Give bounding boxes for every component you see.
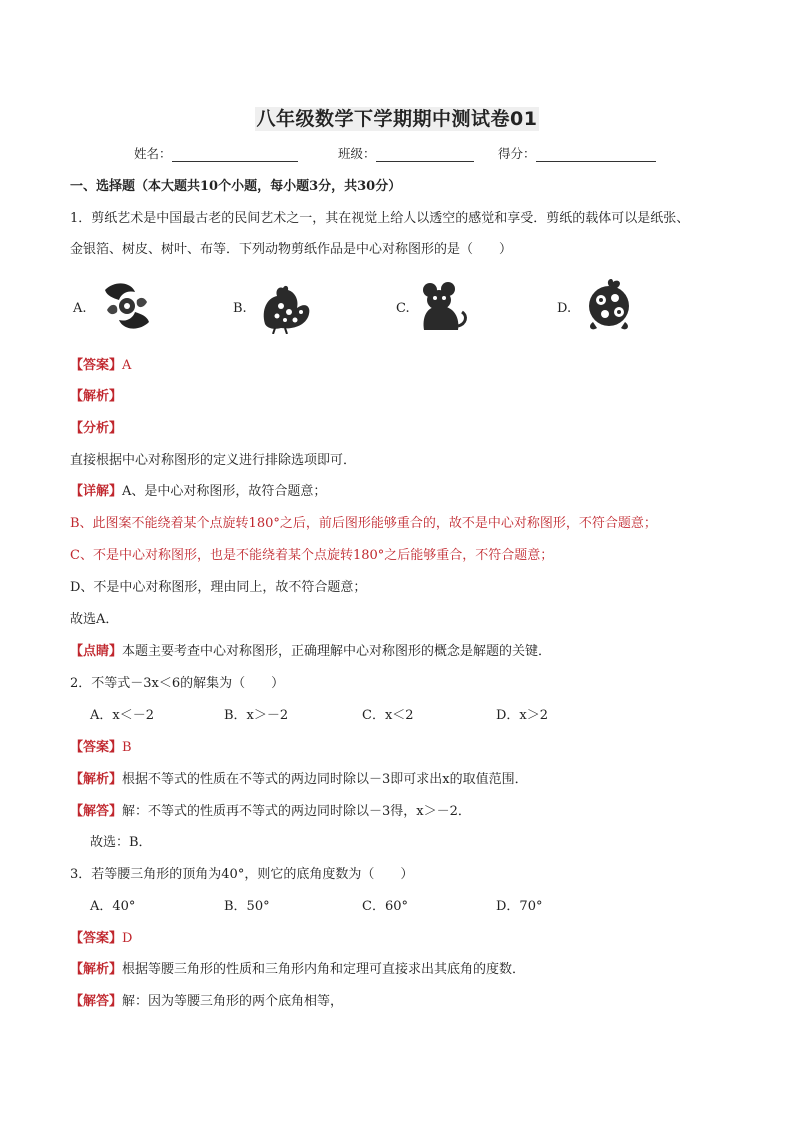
q1-option-b-label: B.: [233, 301, 247, 316]
q1-option-a-label: A.: [73, 301, 87, 316]
q1-jiexi-tag: 【解析】: [70, 389, 123, 404]
q3-stem: 3．若等腰三角形的顶角为40°，则它的底角度数为（ ）: [70, 867, 414, 882]
q1-detail-b: B、此图案不能绕着某个点旋转180°之后，前后图形能够重合的，故不是中心对称图形，不符合题意；: [70, 516, 657, 531]
papercut-rooster-image: [255, 280, 313, 334]
q2-option-b: B．x＞－2: [224, 708, 289, 723]
name-field: 姓名：: [134, 146, 298, 162]
q1-stem-line2: 金银箔、树皮、树叶、布等．下列动物剪纸作品是中心对称图形的是（ ）: [70, 242, 513, 257]
class-field: 班级：: [338, 146, 474, 162]
q1-detail-d: D、不是中心对称图形，理由同上，故不符合题意；: [70, 580, 367, 595]
section-heading: 一、选择题（本大题共10个小题，每小题3分，共30分）: [70, 179, 402, 194]
q1-choice: 故选A．: [70, 612, 119, 627]
q1-detail-c: C、不是中心对称图形，也是不能绕着某个点旋转180°之后能够重合，不符合题意；: [70, 548, 554, 563]
papercut-flower-image: [583, 276, 635, 332]
q3-option-d: D．70°: [496, 899, 543, 914]
q2-stem: 2．不等式－3x＜6的解集为（ ）: [70, 676, 285, 691]
q3-jiexi: 【解析】根据等腰三角形的性质和三角形内角和定理可直接求出其底角的度数．: [70, 962, 526, 977]
q3-jieda: 【解答】解：因为等腰三角形的两个底角相等，: [70, 994, 344, 1009]
score-field: 得分：: [498, 146, 656, 162]
q3-option-c: C．60°: [362, 899, 408, 914]
q3-option-a: A．40°: [90, 899, 136, 914]
q2-answer: 【答案】B: [70, 740, 132, 755]
page-title: 八年级数学下学期期中测试卷01: [256, 108, 538, 130]
q1-stem-line1: 1．剪纸艺术是中国最古老的民间艺术之一，其在视觉上给人以透空的感觉和享受．剪纸的载体可以是纸张、: [70, 211, 690, 226]
q2-jiexi: 【解析】根据不等式的性质在不等式的两边同时除以－3即可求出x的取值范围．: [70, 772, 528, 787]
q3-option-b: B．50°: [224, 899, 270, 914]
q1-fenxi-tag: 【分析】: [70, 421, 123, 436]
papercut-mouse-image: [418, 280, 468, 332]
q2-choice: 故选：B．: [90, 835, 152, 850]
q2-jieda: 【解答】解：不等式的性质再不等式的两边同时除以－3得，x＞－2．: [70, 804, 471, 819]
papercut-fish-image: [97, 280, 157, 332]
q2-option-a: A．x＜－2: [90, 708, 154, 723]
q2-option-d: D．x＞2: [496, 708, 549, 723]
q1-fenxi-text: 直接根据中心对称图形的定义进行排除选项即可．: [70, 453, 357, 468]
q1-dianjing: 【点睛】本题主要考查中心对称图形，正确理解中心对称图形的概念是解题的关键．: [70, 644, 552, 659]
q2-option-c: C．x＜2: [362, 708, 414, 723]
q1-detail-a: 【详解】A、是中心对称图形，故符合题意；: [70, 484, 327, 499]
q1-option-c-label: C.: [396, 301, 410, 316]
q1-option-d-label: D.: [557, 301, 572, 316]
q1-answer: 【答案】A: [70, 358, 132, 373]
q3-answer: 【答案】D: [70, 931, 133, 946]
